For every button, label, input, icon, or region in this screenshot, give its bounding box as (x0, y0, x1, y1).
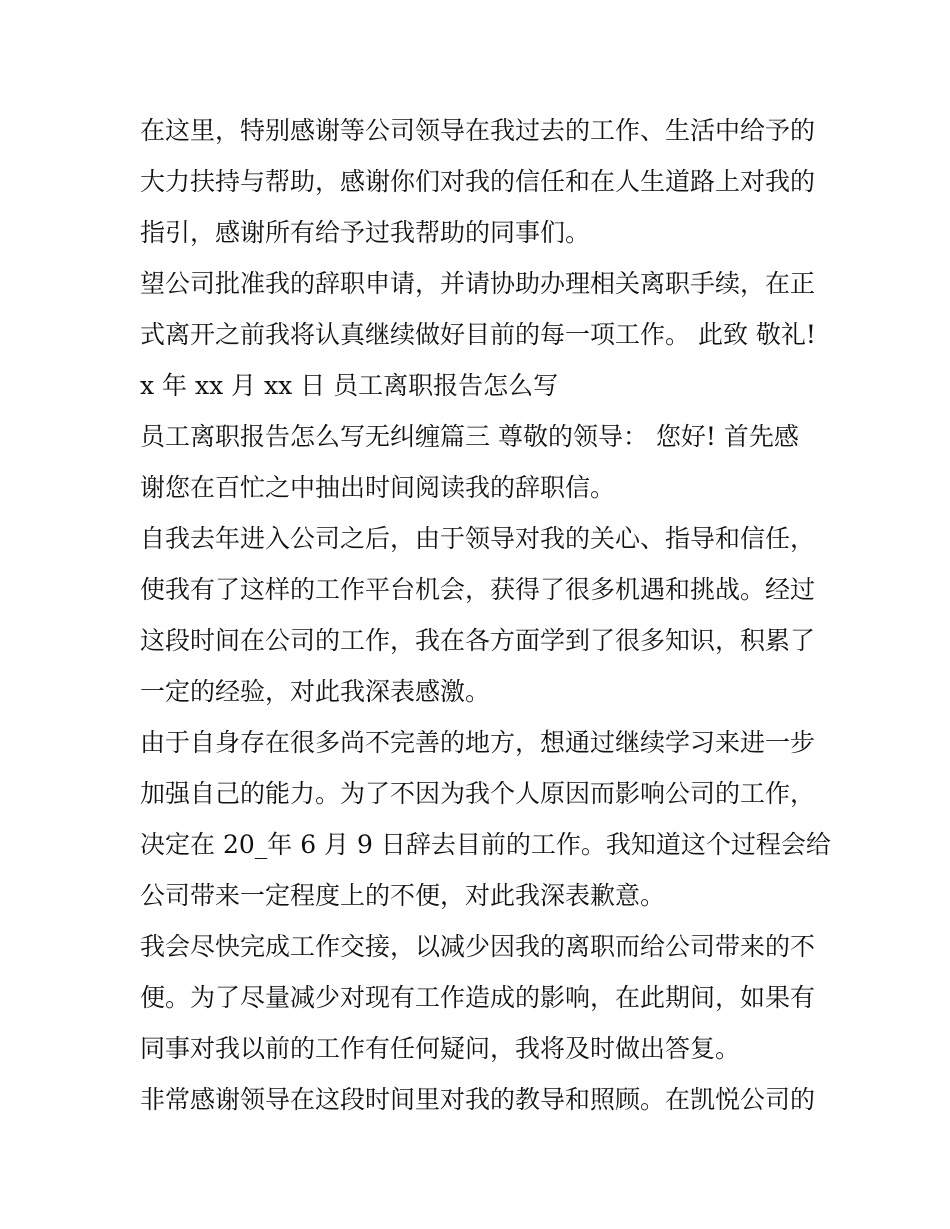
text-line: x 年 xx 月 xx 日 员工离职报告怎么写 (140, 371, 559, 400)
text-line: 同事对我以前的工作有任何疑问，我将及时做出答复。 (140, 1034, 741, 1063)
text-line: 在这里，特别感谢等公司领导在我过去的工作、生活中给予的 (140, 116, 816, 145)
text-line: 我会尽快完成工作交接，以减少因我的离职而给公司带来的不 (140, 932, 816, 961)
text-line: 员工离职报告怎么写无纠缠篇三 尊敬的领导： 您好! 首先感 (140, 422, 799, 451)
text-line: 非常感谢领导在这段时间里对我的教导和照顾。在凯悦公司的 (140, 1085, 816, 1114)
text-line: 决定在 20_年 6 月 9 日辞去目前的工作。我知道这个过程会给 (140, 830, 831, 859)
text-line: 自我去年进入公司之后，由于领导对我的关心、指导和信任， (140, 524, 816, 553)
text-line: 指引，感谢所有给予过我帮助的同事们。 (140, 218, 591, 247)
text-line: 式离开之前我将认真继续做好目前的每一项工作。 此致 敬礼! (140, 320, 816, 349)
text-line: 便。为了尽量减少对现有工作造成的影响，在此期间，如果有 (140, 983, 816, 1012)
text-line: 谢您在百忙之中抽出时间阅读我的辞职信。 (140, 473, 616, 502)
text-line: 加强自己的能力。为了不因为我个人原因而影响公司的工作， (140, 779, 816, 808)
text-line: 这段时间在公司的工作，我在各方面学到了很多知识，积累了 (140, 626, 816, 655)
text-line: 使我有了这样的工作平台机会，获得了很多机遇和挑战。经过 (140, 575, 816, 604)
text-line: 公司带来一定程度上的不便，对此我深表歉意。 (140, 881, 666, 910)
text-line: 望公司批准我的辞职申请，并请协助办理相关离职手续，在正 (140, 269, 816, 298)
text-line: 大力扶持与帮助，感谢你们对我的信任和在人生道路上对我的 (140, 167, 816, 196)
text-line: 一定的经验，对此我深表感激。 (140, 677, 491, 706)
text-line: 由于自身存在很多尚不完善的地方，想通过继续学习来进一步 (140, 728, 816, 757)
document-body (140, 105, 831, 1125)
